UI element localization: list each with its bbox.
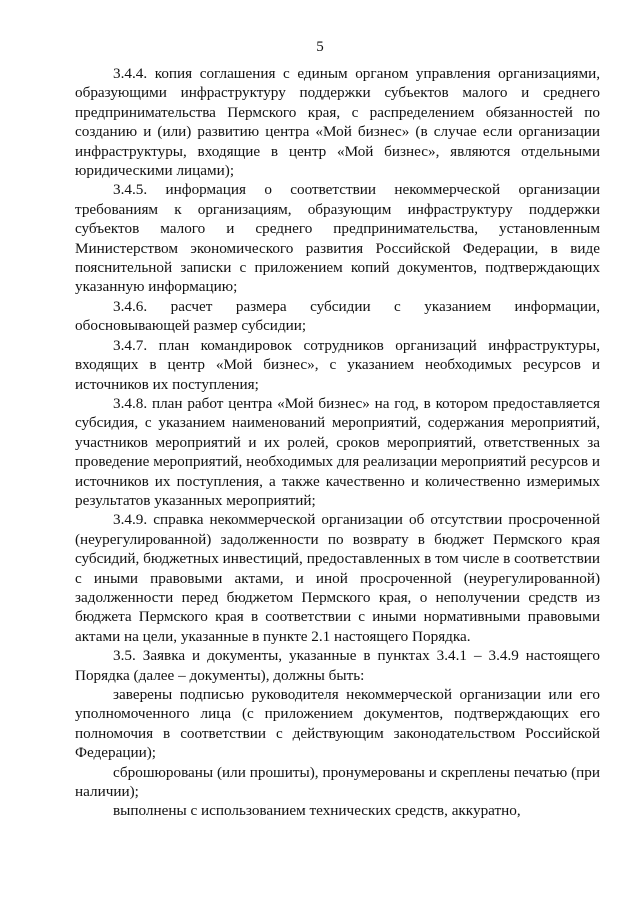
paragraph-bound: сброшюрованы (или прошиты), пронумерованы и скреплены печатью (при наличии);	[75, 763, 600, 801]
paragraph-3-4-9: 3.4.9. справка некоммерческой организации об отсутствии просроченной (неурегулированной) задолженности по возврату в бюджет Пермского края субсидий, бюджетных инвестиций, предоставленных в том числе в соответствии с иными правовыми актами, и иной просроченной (неурегулированной) задолженности перед бюджетом Пермского края, о неполучении средств из бюджета Пермского края в соответствии с иными нормативными правовыми актами на цели, указанные в пункте 2.1 настоящего Порядка.	[75, 511, 600, 645]
document-body	[75, 64, 600, 821]
paragraph-3-4-6: 3.4.6. расчет размера субсидии с указанием информации, обосновывающей размер субсидии;	[75, 297, 600, 335]
paragraph-3-4-4: 3.4.4. копия соглашения с единым органом управления организациями, образующими инфраструктуру поддержки субъектов малого и среднего предпринимательства Пермского края, с распределением обязанностей по созданию и (или) развитию центра «Мой бизнес» (в случае если организации инфраструктуры, входящие в центр «Мой бизнес», являются отдельными юридическими лицами);	[75, 65, 600, 180]
paragraph-3-4-5: 3.4.5. информация о соответствии некоммерческой организации требованиям к организациям, образующим инфраструктуру поддержки субъектов малого и среднего предпринимательства, установленным Министерством экономического развития Российской Федерации, в виде пояснительной записки с приложением копий документов, подтверждающих указанную информацию;	[75, 181, 600, 296]
paragraph-3-4-7: 3.4.7. план командировок сотрудников организаций инфраструктуры, входящих в центр «Мой бизнес», с указанием необходимых ресурсов и источников их поступления;	[75, 336, 600, 393]
paragraph-executed: выполнены с использованием технических средств, аккуратно,	[113, 802, 521, 820]
paragraph-3-5: 3.5. Заявка и документы, указанные в пунктах 3.4.1 – 3.4.9 настоящего Порядка (далее – документы), должны быть:	[75, 647, 600, 684]
paragraph-certified: заверены подписью руководителя некоммерческой организации или его уполномоченного лица (с приложением документов, подтверждающих его полномочия в соответствии с действующим законодательством Российской Федерации);	[75, 686, 600, 762]
paragraph-3-4-8: 3.4.8. план работ центра «Мой бизнес» на год, в котором предоставляется субсидия, с указанием наименований мероприятий, содержания мероприятий, участников мероприятий и их ролей, сроков мероприятий, ответственных за проведение мероприятий, необходимых для реализации мероприятий ресурсов и источников их поступления, а также качественно и количественно измеримых результатов указанных мероприятий;	[75, 394, 600, 509]
page-number: 5	[316, 39, 324, 55]
